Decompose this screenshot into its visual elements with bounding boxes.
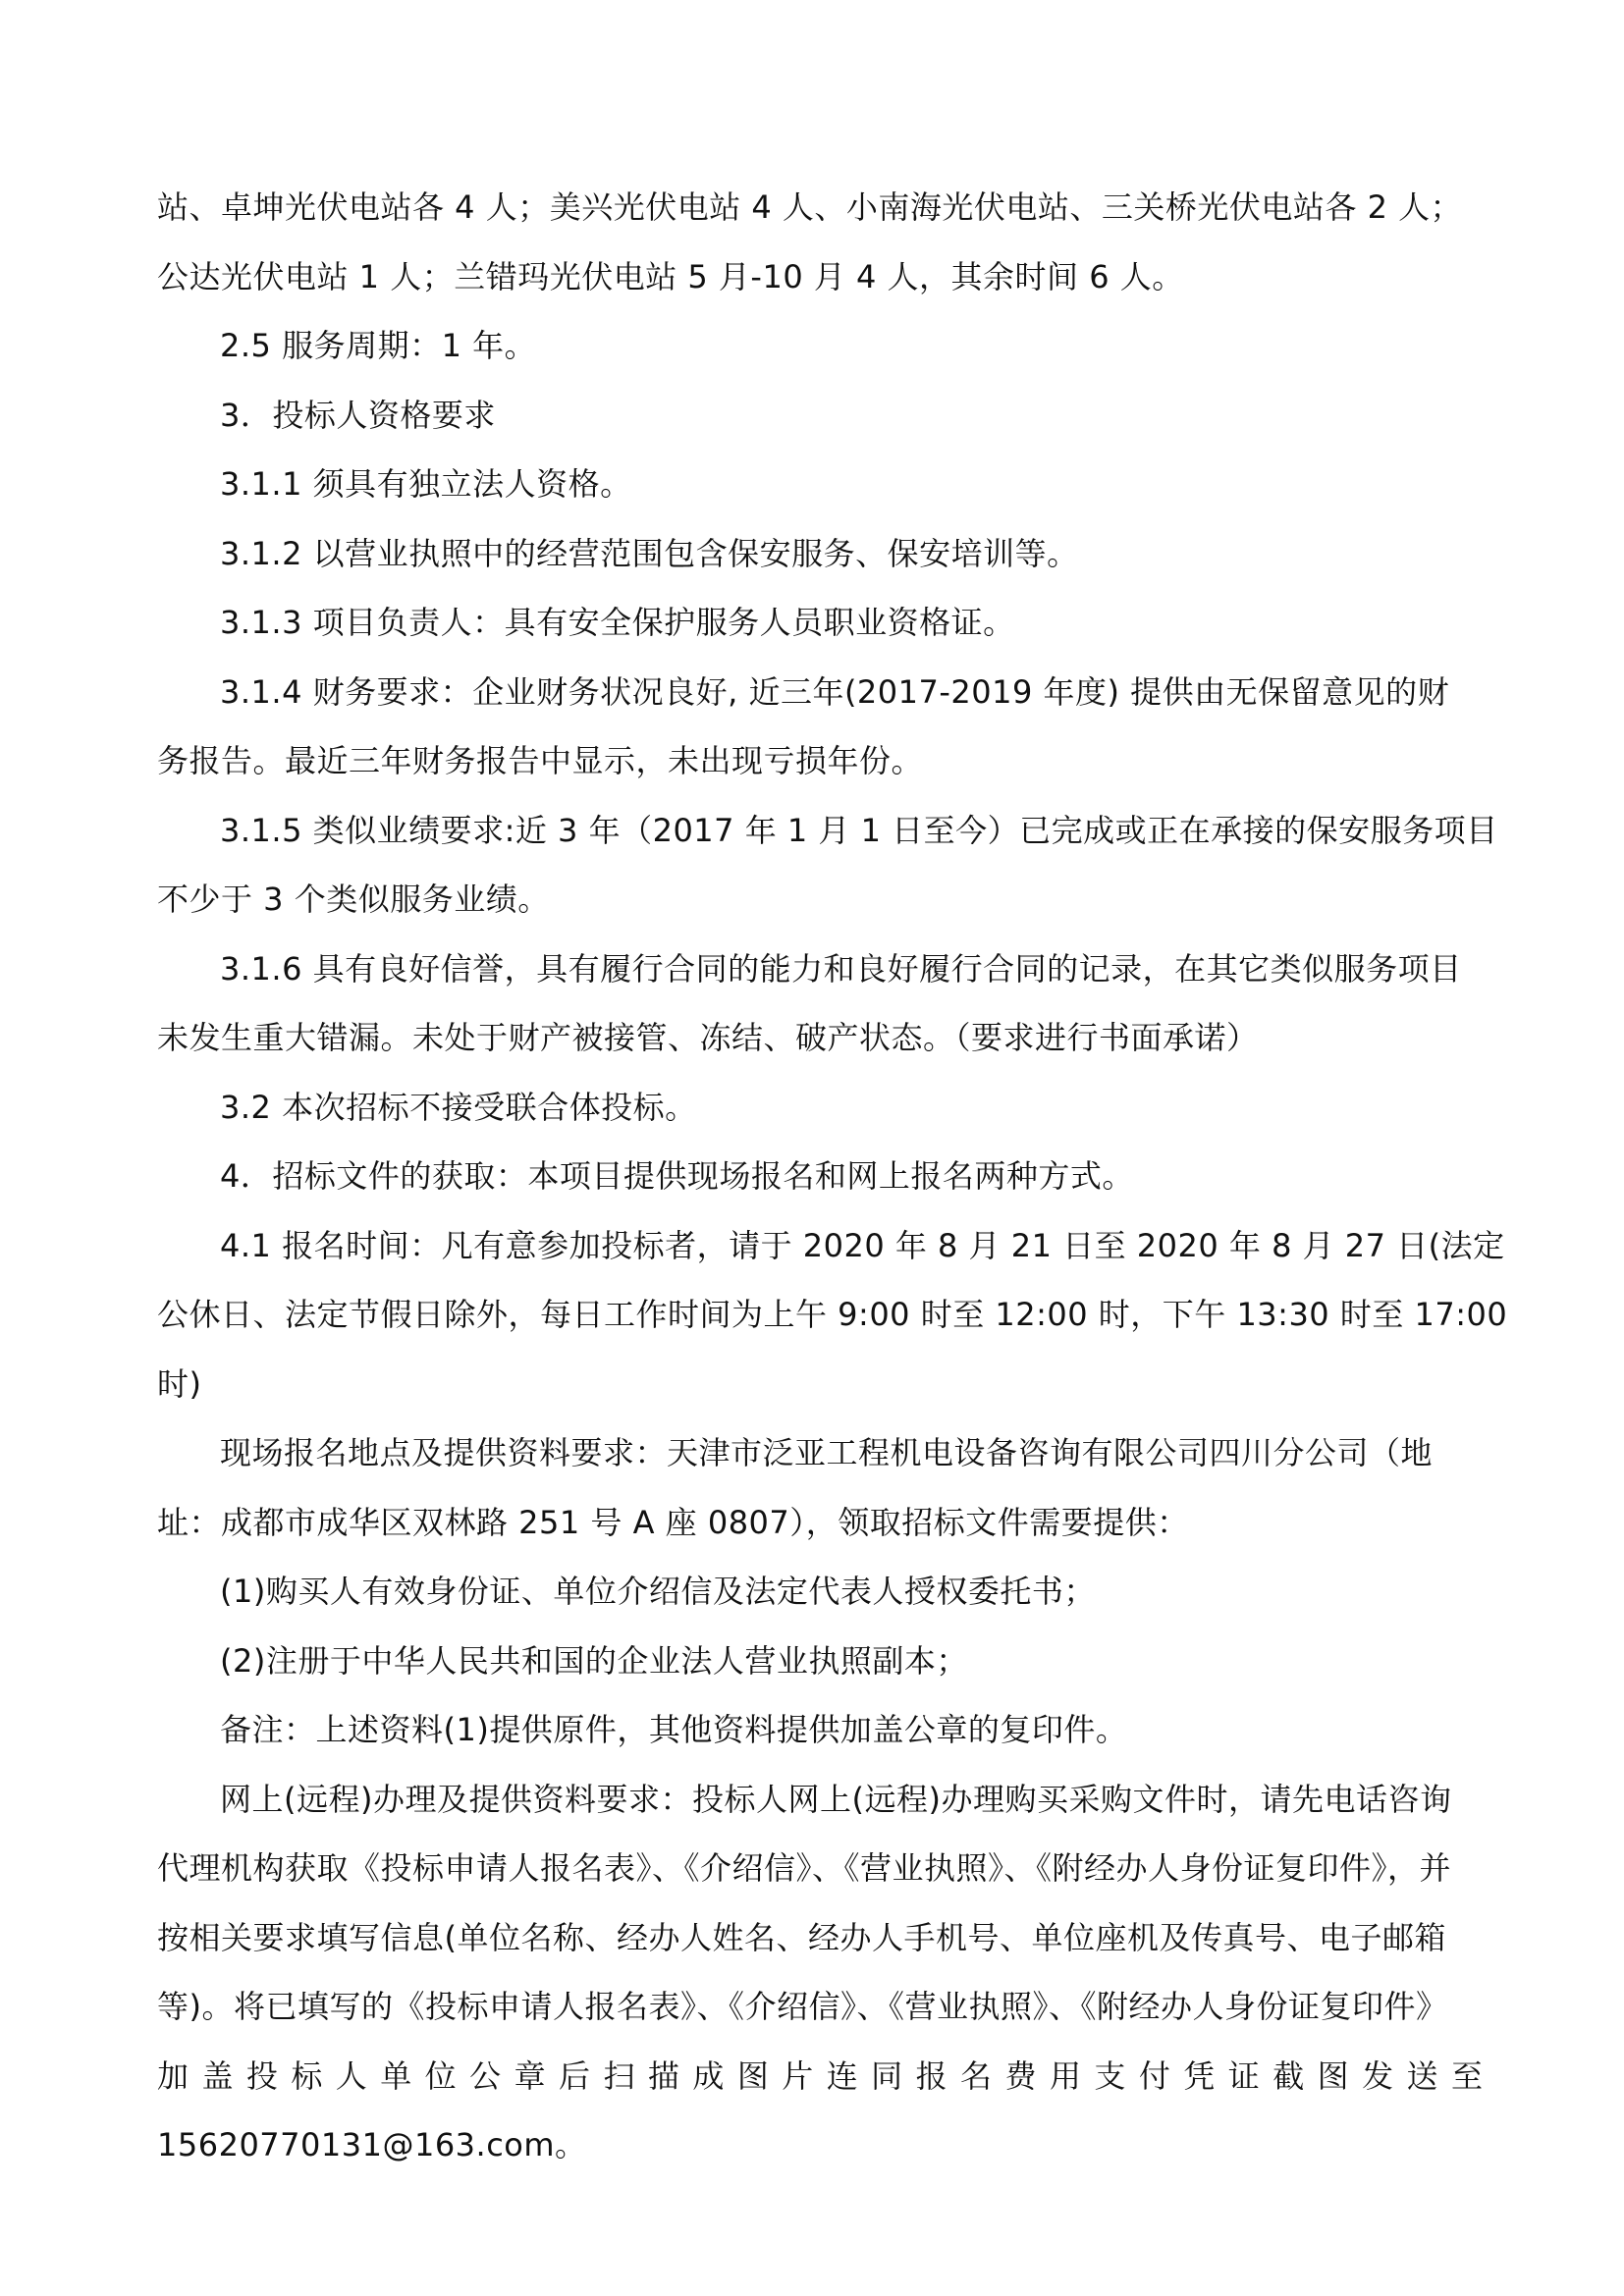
- registration-time-line-1: 4.1 报名时间：凡有意参加投标者，请于 2020 年 8 月 21 日至 2020 年 8 月 27 日(法定: [220, 1226, 1505, 1264]
- requirement-3-1-1: 3.1.1 须具有独立法人资格。: [220, 465, 632, 503]
- online-registration-line-3: 按相关要求填写信息(单位名称、经办人姓名、经办人手机号、单位座机及传真号、电子邮箱: [157, 1918, 1446, 1956]
- requirement-3-1-5-line-1: 3.1.5 类似业绩要求:近 3 年（2017 年 1 月 1 日至今）已完成或正在承接的保安服务项目: [220, 811, 1498, 849]
- contact-email-line: 15620770131@163.com。: [157, 2126, 587, 2163]
- online-registration-line-2: 代理机构获取《投标申请人报名表》、《介绍信》、《营业执照》、《附经办人身份证复印件》，并: [157, 1849, 1452, 1887]
- onsite-registration-line-2: 址：成都市成华区双林路 251 号 A 座 0807），领取招标文件需要提供：: [157, 1503, 1189, 1541]
- requirement-3-1-6-line-1: 3.1.6 具有良好信誉，具有履行合同的能力和良好履行合同的记录，在其它类似服务项目: [220, 949, 1462, 988]
- requirement-3-1-4-line-1: 3.1.4 财务要求：企业财务状况良好, 近三年(2017-2019 年度) 提供由无保留意见的财: [220, 672, 1450, 711]
- section-heading-bidder-qualification: 3．投标人资格要求: [220, 396, 496, 434]
- requirement-3-1-4-line-2: 务报告。最近三年财务报告中显示，未出现亏损年份。: [157, 742, 924, 779]
- required-material-2: (2)注册于中华人民共和国的企业法人营业执照副本；: [220, 1641, 968, 1680]
- onsite-registration-line-1: 现场报名地点及提供资料要求：天津市泛亚工程机电设备咨询有限公司四川分公司（地: [220, 1434, 1434, 1471]
- requirement-3-1-3: 3.1.3 项目负责人：具有安全保护服务人员职业资格证。: [220, 604, 1015, 641]
- required-material-1: (1)购买人有效身份证、单位介绍信及法定代表人授权委托书；: [220, 1573, 1096, 1610]
- text-line-1: 站、卓坤光伏电站各 4 人；美兴光伏电站 4 人、小南海光伏电站、三关桥光伏电站各 2 人；: [157, 188, 1463, 226]
- online-registration-line-5: 加盖投标人单位公章后扫描成图片连同报名费用支付凭证截图发送至: [157, 2056, 1483, 2095]
- requirement-3-2: 3.2 本次招标不接受联合体投标。: [220, 1088, 697, 1126]
- online-registration-line-4: 等)。将已填写的《投标申请人报名表》、《介绍信》、《营业执照》、《附经办人身份证复印件》: [157, 1988, 1448, 2025]
- requirement-3-1-6-line-2: 未发生重大错漏。未处于财产被接管、冻结、破产状态。（要求进行书面承诺）: [157, 1019, 1259, 1056]
- service-period-line: 2.5 服务周期：1 年。: [220, 327, 537, 364]
- requirement-3-1-5-line-2: 不少于 3 个类似服务业绩。: [157, 881, 550, 918]
- online-registration-line-1: 网上(远程)办理及提供资料要求：投标人网上(远程)办理购买采购文件时，请先电话咨询: [220, 1780, 1452, 1818]
- registration-time-line-2: 公休日、法定节假日除外，每日工作时间为上午 9:00 时至 12:00 时，下午 13:30 时至 17:00: [157, 1296, 1508, 1333]
- registration-time-line-3: 时): [157, 1364, 202, 1403]
- section-heading-document-acquisition: 4．招标文件的获取：本项目提供现场报名和网上报名两种方式。: [220, 1157, 1134, 1195]
- text-line-2: 公达光伏电站 1 人；兰错玛光伏电站 5 月-10 月 4 人，其余时间 6 人。: [157, 257, 1184, 295]
- document-body: [157, 173, 1508, 2180]
- remark-line: 备注：上述资料(1)提供原件，其他资料提供加盖公章的复印件。: [220, 1711, 1128, 1748]
- requirement-3-1-2: 3.1.2 以营业执照中的经营范围包含保安服务、保安培训等。: [220, 534, 1079, 572]
